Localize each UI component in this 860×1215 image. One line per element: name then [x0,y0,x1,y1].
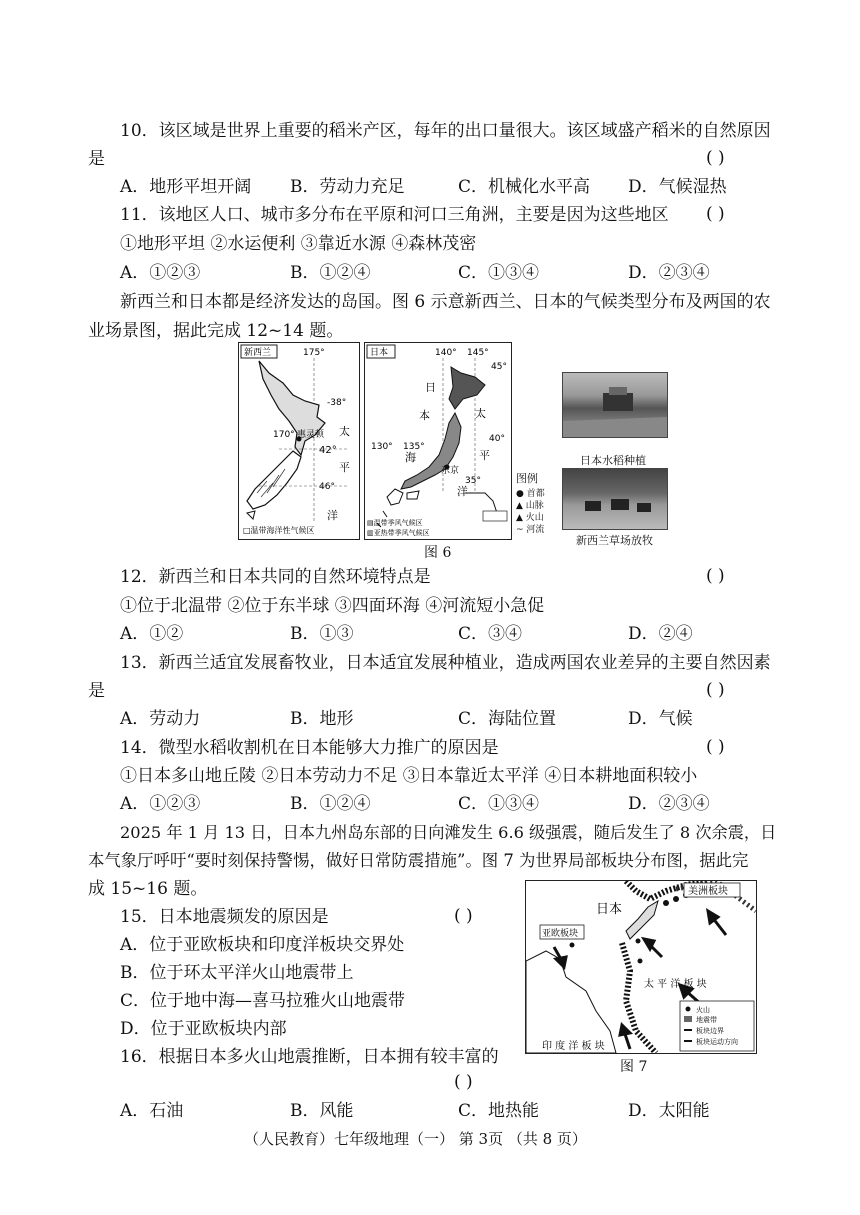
jp-legend-temperate: ▤温带季风气候区 [367,519,423,527]
q10-option-c[interactable]: C．机械化水平高 [458,177,591,197]
q11-answer-blank[interactable]: ( ) [706,204,725,224]
nz-map-title: 新西兰 [244,348,272,358]
nz-lat-46: 46° [319,482,335,492]
q16-option-a[interactable]: A．石油 [120,1101,184,1121]
q15-answer-blank[interactable]: ( ) [454,906,473,926]
q13-option-c[interactable]: C．海陆位置 [458,709,557,729]
nz-ocean-char2: 平 [339,461,350,474]
nz-grazing-photo [562,468,668,530]
jp-lat-40: 40° [489,434,505,444]
q11-option-d[interactable]: D．②③④ [628,263,710,283]
jp-lon-140: 140° [435,348,457,358]
nz-legend: □温带海洋性气候区 [243,526,315,535]
intro-15-16-line3: 成 15~16 题。 [88,879,208,899]
nz-ocean-char3: 洋 [327,509,338,522]
japan-map [364,342,512,540]
q15-option-b[interactable]: B．位于环太平洋火山地震带上 [120,963,354,983]
q14-option-c[interactable]: C．①③④ [458,794,540,814]
legend-mountain: ▲ 山脉 [516,501,544,511]
q10-option-d[interactable]: D．气候湿热 [628,177,727,197]
fig6-legend-title: 图例 [516,472,538,485]
eurasian-plate-label: 亚欧板块 [542,929,579,939]
q14-stem: 14．微型水稻收割机在日本能够大力推广的原因是 [120,738,499,758]
legend-volcano: ▲ 火山 [516,513,544,523]
q15-option-d[interactable]: D．位于亚欧板块内部 [120,1019,287,1039]
q14-option-a[interactable]: A．①②③ [120,794,201,814]
q12-option-b[interactable]: B．①③ [290,624,354,644]
q15-option-a[interactable]: A．位于亚欧板块和印度洋板块交界处 [120,935,405,955]
photo1-caption: 日本水稻种植 [580,454,646,467]
q14-items: ①日本多山地丘陵 ②日本劳动力不足 ③日本靠近太平洋 ④日本耕地面积较小 [120,766,698,786]
q12-stem: 12．新西兰和日本共同的自然环境特点是 [120,567,431,587]
fig7-caption: 图 7 [620,1059,648,1075]
q11-option-a[interactable]: A．①②③ [120,263,201,283]
q13-stem-line2: 是 [88,681,105,701]
intro-15-16-line2: 本气象厅呼吁“要时刻保持警惕，做好日常防震措施”。图 7 为世界局部板块分布图，据此完 [88,851,749,870]
legend-river: ~ 河流 [516,525,545,535]
nz-capital-label: 惠灵顿 [297,430,325,440]
jp-lat-45: 45° [491,362,507,372]
jp-ocean-char2: 平 [479,449,490,462]
q13-option-a[interactable]: A．劳动力 [120,709,201,729]
jp-capital-label: 东京 [441,466,460,476]
intro-15-16-line1: 2025 年 1 月 13 日，日本九州岛东部的日向滩发生 6.6 级强震，随后发生了 8 次余震，日 [120,823,777,842]
nz-lat-42: 42° [319,445,337,456]
q10-answer-blank[interactable]: ( ) [706,148,725,168]
jp-lat-35: 35° [465,476,481,486]
q16-option-c[interactable]: C．地热能 [458,1101,540,1121]
jp-lon-145: 145° [467,348,489,358]
q13-option-d[interactable]: D．气候 [628,709,693,729]
jp-sea-char3: 海 [405,451,416,464]
jp-sea-char1: 日 [425,381,436,394]
american-plate-label: 美洲板块 [688,886,728,897]
q16-answer-blank[interactable]: ( ) [454,1072,473,1092]
q10-stem-line2: 是 [88,149,105,169]
q10-option-a[interactable]: A．地形平坦开阔 [120,177,252,197]
jp-sea-char2: 本 [419,409,430,422]
q12-option-c[interactable]: C．③④ [458,624,523,644]
kyushu-island [387,489,403,505]
q11-items: ①地形平坦 ②水运便利 ③靠近水源 ④森林茂密 [120,234,477,254]
hokkaido-island [449,367,485,409]
fig7-japan-label: 日本 [596,902,623,917]
q12-items: ①位于北温带 ②位于东半球 ③四面环海 ④河流短小急促 [120,596,545,616]
q14-option-b[interactable]: B．①②④ [290,794,371,814]
jp-lon-135: 135° [403,442,425,452]
fig6-caption: 图 6 [424,545,452,561]
q11-option-b[interactable]: B．①②④ [290,263,371,283]
q12-option-a[interactable]: A．①② [120,624,184,644]
nz-south-island [247,451,301,509]
q11-stem: 11．该地区人口、城市多分布在平原和河口三角洲，主要是因为这些地区 [120,205,669,225]
jp-legend-subtropical: ▥亚热带季风气候区 [367,529,430,537]
nz-north-island [259,361,325,455]
q14-answer-blank[interactable]: ( ) [706,737,725,757]
fig7-legend-volcano: 火山 [696,1006,710,1014]
q16-option-d[interactable]: D．太阳能 [628,1101,710,1121]
legend-capital: ● 首都 [516,489,545,499]
page-footer: （人民教育）七年级地理（一） 第 3页 （共 8 页） [244,1130,587,1148]
q13-option-b[interactable]: B．地形 [290,709,354,729]
pacific-plate-label: 太 平 洋 板 块 [644,979,707,990]
q15-stem: 15．日本地震频发的原因是 [120,907,329,927]
intro-12-14-line1: 新西兰和日本都是经济发达的岛国。图 6 示意新西兰、日本的气候类型分布及两国的农 [120,292,771,312]
q13-stem-line1: 13．新西兰适宜发展畜牧业，日本适宜发展种植业，造成两国农业差异的主要自然因素 [120,653,771,673]
nz-lon-170: 170° [273,430,295,440]
intro-12-14-line2: 业场景图，据此完成 12~14 题。 [88,321,344,341]
q16-stem: 16．根据日本多火山地震推断，日本拥有较丰富的 [120,1047,499,1067]
q16-option-b[interactable]: B．风能 [290,1101,354,1121]
japan-rice-photo [562,372,668,438]
fig7-legend-quake-belt: 地震带 [696,1016,717,1024]
nz-lat-38: -38° [327,398,347,408]
new-zealand-map [238,342,360,540]
indian-plate-label: 印 度 洋 板 块 [542,1041,605,1052]
jp-ocean-char1: 太 [475,407,486,420]
q14-option-d[interactable]: D．②③④ [628,794,710,814]
nz-lon-175: 175° [303,348,325,358]
fig6-legend [514,470,556,540]
q15-option-c[interactable]: C．位于地中海—喜马拉雅火山地震带 [120,991,406,1011]
japan-island-shape [626,901,658,939]
q13-answer-blank[interactable]: ( ) [706,680,725,700]
q10-option-b[interactable]: B．劳动力充足 [290,177,405,197]
plate-map [525,880,757,1054]
nz-ocean-char1: 太 [339,425,350,438]
jp-map-title: 日本 [370,348,389,358]
jp-ocean-char3: 洋 [457,485,468,498]
shikoku-island [407,491,419,499]
q10-stem-line1: 10．该区域是世界上重要的稻米产区，每年的出口量很大。该区域盛产稻米的自然原因 [120,121,771,141]
q12-answer-blank[interactable]: ( ) [706,566,725,586]
fig7-legend-boundary: 板块边界 [696,1027,724,1035]
q11-option-c[interactable]: C．①③④ [458,263,540,283]
fig7-legend-direction: 板块运动方向 [696,1038,738,1046]
photo2-caption: 新西兰草场放牧 [576,534,653,547]
jp-lon-130: 130° [371,442,393,452]
q12-option-d[interactable]: D．②④ [628,624,693,644]
